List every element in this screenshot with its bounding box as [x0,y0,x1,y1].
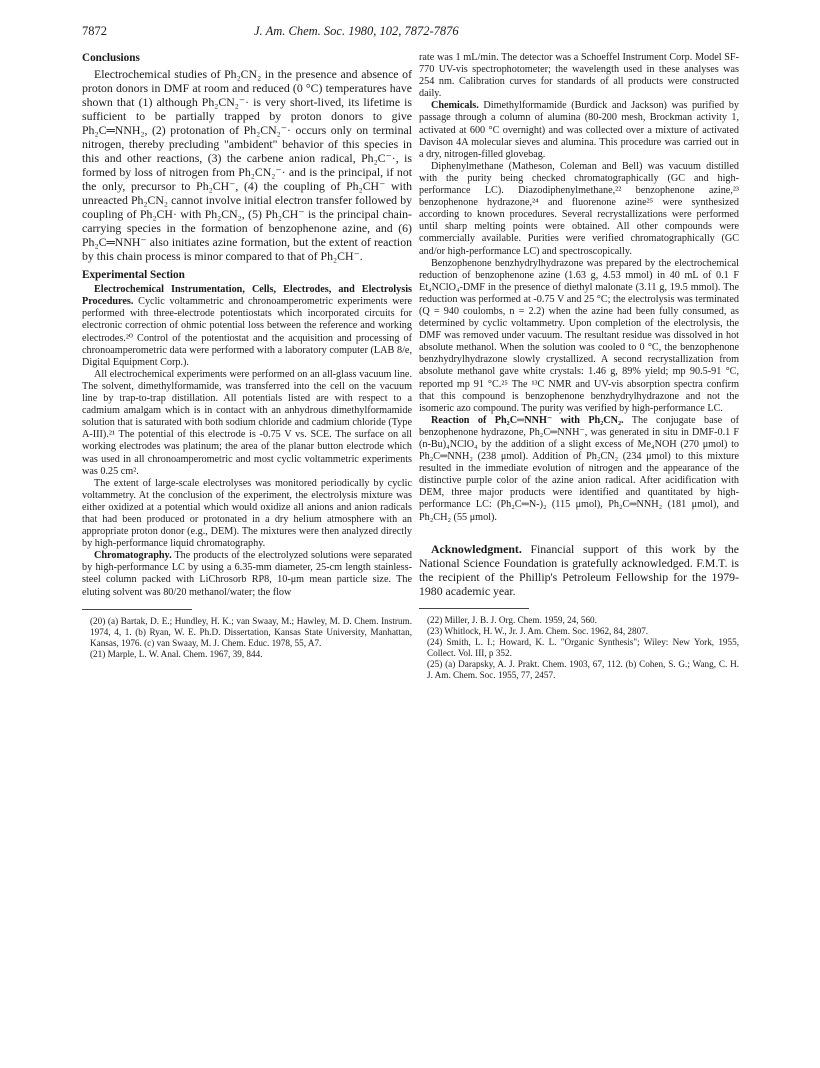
instrumentation-text: Cyclic voltammetric and chronoamperometric experiments were performed with three-electrode potentiostats which incorporated circuits for electronic correction of ohmic potential loss between the reference and working electrodes.²⁰ Control of the potentiostat and the acquisition and processing of chronoamperometric data were performed with a laboratory computer (LAB 8/e, Digital Equipment Corp.). [82,296,412,368]
acknowledgment-runin: Acknowledgment. [431,541,522,556]
cells-paragraph: All electrochemical experiments were performed on an all-glass vacuum line. The solvent, dimethylformamide, was transferred into the cell on the vacuum line by trap-to-trap distillation. All potentials listed are with respect to a cadmium amalgam which is in contact with an anhydrous dimethylformamide solution that is saturated with both sodium chloride and cadmium chloride (Type A-III).²¹ The potential of this electrode is -0.75 V vs. SCE. The surface on all working electrodes was platinum; the area of the planar button electrode which was used in all chronoamperometric and most cyclic voltammetric experiments was 0.25 cm². [82,368,412,477]
chemicals-runin: Chemicals. [431,100,479,112]
footnote-25: (25) (a) Darapsky, A. J. Prakt. Chem. 1903, 67, 112. (b) Cohen, S. G.; Wang, C. H. J. Am. Chem. Soc. 1955, 77, 2457. [427,658,739,680]
reaction-paragraph [419,415,739,524]
benzhydrylhydrazone-paragraph: Benzophenone benzhydrylhydrazone was prepared by the electrochemical reduction of benzophenone azine (1.63 g, 4.53 mmol) in 40 mL of 0.1 F Et₄NClO₄-DMF in the presence of diethyl malonate (3.11 g, 19.5 mmol). The reduction was performed at -0.75 V and 25 °C; the electrolysis was terminated (Q = 940 coulombs, n = 2.2) when the azine had been fully consumed, as determined by cyclic voltammetry. Upon completion of the electrolysis, the DMF was removed under vacuum. The resultant residue was dissolved in hot absolute methanol. When the solution was cooled to 0 °C, the benzophenone benzhydrylhydrazone slowly crystallized. A second recrystallization from absolute methanol gave white crystals: 1.46 g, 89% yield; mp 90.5-91 °C, reported mp 91 °C.²⁵ The ¹³C NMR and UV-vis absorption spectra confirm that this compound is benzophenone benzhydrylhydrazone and not the isomeric azo compound. The purity was verified by high-performance LC. [419,257,739,414]
reaction-runin: Reaction of Ph₂C═NNH⁻ with Ph₂CN₂. [431,414,624,426]
running-header [82,24,742,42]
footnote-20: (20) (a) Bartak, D. E.; Hundley, H. K.; van Swaay, M.; Hawley, M. D. Chem. Instrum. 1974, 4, 1. (b) Ryan, W. E. Ph.D. Dissertation, Kansas State University, Manhattan, Kansas, 1976. (c) van Swaay, M. J. Chem. Educ. 1978, 55, A7. [90,615,412,648]
chromatography-runin: Chromatography. [94,550,172,562]
chromatography-text: The products of the electrolyzed solutions were separated by high-performance LC by using a 6.35-mm diameter, 25-cm length stainless-steel column packed with LiChrosorb RP8, 10-μm mean particle size. The eluting solvent was 80/20 methanol/water; the flow [82,550,412,598]
footnote-rule-right [419,608,529,609]
chemicals-text: Dimethylformamide (Burdick and Jackson) was purified by passage through a column of alumina (80-200 mesh, Brockman activity 1, activated at 600 °C overnight) and was collected over a mixture of activated Davison 4A molecular sieves and alumina. This procedure was carried out in a dry, nitrogen-filled glovebag. [419,100,739,160]
acknowledgment-paragraph [419,542,739,598]
footnotes-left [82,616,412,660]
electrolyses-paragraph: The extent of large-scale electrolyses was monitored periodically by cyclic voltammetry. At the conclusion of the experiment, the electrolysis mixture was either oxidized at a potential which would oxidize all anions and anion radicals that had been produced or protonated in a dry helium atmosphere with an appropriate proton donor (e.g., DEM). The mixtures were then analyzed directly by high-performance liquid chromatography. [82,477,412,550]
footnote-23: (23) Whitlock, H. W., Jr. J. Am. Chem. Soc. 1962, 84, 2807. [427,625,649,636]
flow-rate-paragraph: rate was 1 mL/min. The detector was a Schoeffel Instrument Corp. Model SF-770 UV-vis spectrophotometer; the wavelength used in these analyses was 254 nm. Calibration curves for standards of all products were constructed daily. [419,52,739,100]
footnote-rule [82,609,192,610]
journal-citation: J. Am. Chem. Soc. 1980, 102, 7872-7876 [254,24,459,38]
chemicals-paragraph [419,100,739,160]
conclusions-heading: Conclusions [82,52,140,64]
footnote-24: (24) Smith, L. I.; Howard, K. L. "Organic Synthesis"; Wiley: New York, 1955, Collect. Vol. III, p 352. [427,636,739,658]
right-column [419,52,739,681]
experimental-heading: Experimental Section [82,269,185,282]
reaction-text: The conjugate base of benzophenone hydrazone, Ph₂C═NNH⁻, was generated in situ in DMF-0.1 F (n-Bu)₄NClO₄ by the addition of a slight excess of Me₄NOH (270 μmol) to Ph₂C═NNH₂ (238 μmol). Addition of Ph₂CN₂ (234 μmol) to this mixture resulted in the immediate evolution of nitrogen and the appearance of the distinctive purple color of the azine anion radical. After acidification with DEM, three major products were identified and quantitated by high-performance LC: (Ph₂C═N-)₂ (115 μmol), Ph₂C═NNH₂ (181 μmol), and Ph₂CH₂ (55 μmol). [419,414,739,523]
diphenylmethane-paragraph: Diphenylmethane (Matheson, Coleman and Bell) was vacuum distilled with the purity being checked chromatographically (GC and high-performance LC). Diazodiphenylmethane,²² benzophenone azine,²³ benzophenone hydrazone,²⁴ and fluorenone azine²⁵ were synthesized according to known procedures. Several recrystallizations were performed until sharp melting points were obtained. All other compounds were commercially available. Purities were verified chromatographically (GC and/or high-performance LC) and spectroscopically. [419,160,739,257]
chromatography-paragraph [82,550,412,598]
footnote-21: (21) Marple, L. W. Anal. Chem. 1967, 39, 844. [90,648,263,659]
footnote-22: (22) Miller, J. B. J. Org. Chem. 1959, 24, 560. [427,614,597,625]
instrumentation-runin: Electrochemical Instrumentation, Cells, Electrodes, and Electrolysis Procedures. [82,284,412,308]
footnotes-right [419,615,739,681]
page-number: 7872 [82,24,107,38]
instrumentation-paragraph [82,284,412,369]
left-column [82,52,412,660]
acknowledgment-text: Financial support of this work by the National Science Foundation is gratefully acknowledged. F.M.T. is the recipient of the Phillip's Petroleum Fellowship for the 1979-1980 academic year. [419,541,739,598]
conclusions-paragraph: Electrochemical studies of Ph₂CN₂ in the presence and absence of proton donors in DMF at room and reduced (0 °C) temperatures have shown that (1) although Ph₂CN₂⁻· is very short-lived, its lifetime is sufficient to be partially trapped by proton donors to give Ph₂C═NNH₂, (2) protonation of Ph₂CN₂⁻· occurs only on terminal nitrogen, thereby precluding "ambident" behavior of this species in this and other reactions, (3) the carbene anion radical, Ph₂C⁻·, is formed by loss of nitrogen from Ph₂CN₂⁻· and is the principal, if not the only, precursor to Ph₂CH⁻, (4) the coupling of Ph₂CH⁻ with unreacted Ph₂CN₂ cannot involve initial electron transfer followed by coupling of Ph₂CH· with Ph₂CN₂, (5) Ph₂CH⁻ is the principal chain-carrying species in the formation of benzophenone azine, and (6) Ph₂C═NNH⁻ also initiates azine formation, but the extent of reaction by this chain process is minor compared to that of Ph₂CH⁻. [82,67,412,264]
